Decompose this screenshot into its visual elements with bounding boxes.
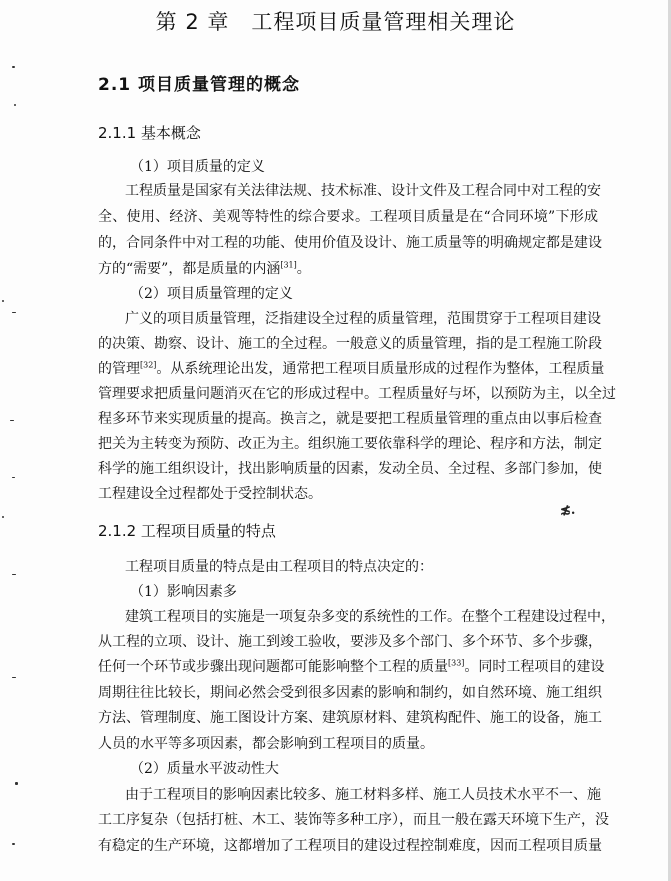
paragraph-line: [98, 657, 605, 677]
subsection-title-characteristics: 2.1.2 工程项目质量的特点: [98, 522, 276, 540]
citation-ref: [31]: [280, 260, 297, 270]
paragraph-line: [98, 259, 598, 279]
subsection-title-basic-concepts: 2.1.1 基本概念: [98, 124, 201, 142]
citation-ref: [33]: [448, 658, 465, 668]
item-heading-quality-management: （2）项目质量管理的定义: [130, 286, 293, 302]
paragraph-line: 工工序复杂（包括打桩、木工、装饰等多种工序），而且一般在露天环境下生产，没: [98, 812, 609, 828]
item-heading-many-factors: （1）影响因素多: [130, 584, 237, 600]
margin-stamp: ≴.: [560, 503, 576, 518]
item-heading-project-quality: （1）项目质量的定义: [130, 159, 265, 175]
paragraph-line: 由于工程项目的影响因素比较多、施工材料多样、施工人员技术水平不一、施: [125, 787, 601, 803]
paragraph-line: 的，合同条件中对工程的功能、使用价值及设计、施工质量等的明确规定都是建设: [98, 235, 602, 251]
scan-speck: [2, 300, 4, 302]
scan-speck: [12, 66, 15, 68]
scan-speck: [14, 104, 16, 106]
paragraph-line: 把关为主转变为预防、改正为主。组织施工要依靠科学的理论、程序和方法，制定: [98, 436, 602, 452]
paragraph-line: 有稳定的生产环境，这都增加了工程项目的建设过程控制难度，因而工程项目质量: [98, 838, 602, 854]
item-heading-quality-fluctuation: （2）质量水平波动性大: [130, 761, 279, 777]
paragraph-line: 的决策、勘察、设计、施工的全过程。一般意义的质量管理，指的是工程施工阶段: [98, 336, 602, 352]
citation-ref: [32]: [140, 360, 157, 370]
paragraph-text: 。从系统理论出发，通常把工程项目质量形成的过程作为整体，工程质量: [156, 361, 605, 377]
paragraph-line: 周期往往比较长，期间必然会受到很多因素的影响和制约，如自然环境、施工组织: [98, 685, 602, 701]
scan-speck: [10, 420, 14, 421]
paragraph-line: 人员的水平等多项因素，都会影响到工程项目的质量。: [98, 736, 434, 752]
paragraph-line: 程多环节来实现质量的提高。换言之，就是要把工程质量管理的重点由以事后检查: [98, 411, 602, 427]
paragraph-line: 广义的项目质量管理，泛指建设全过程的质量管理，范围贯穿于工程项目建设: [125, 311, 601, 327]
paragraph-line: 科学的施工组织设计，找出影响质量的因素，发动全员、全过程、多部门参加，使: [98, 461, 602, 477]
paragraph-text: 的管理: [98, 361, 140, 377]
scan-speck: [2, 516, 4, 518]
scan-speck: [12, 843, 15, 845]
paragraph-text: 。同时工程项目的建设: [464, 659, 605, 675]
paragraph-line: [98, 359, 605, 379]
paragraph-text: 任何一个环节或步骤出现问题都可能影响整个工程的质量: [98, 659, 448, 675]
paragraph-line: 工程质量是国家有关法律法规、技术标准、设计文件及工程合同中对工程的安: [125, 183, 601, 199]
paragraph-text: 。: [296, 261, 311, 277]
paragraph-text: 方的“需要”，都是质量的内涵: [98, 261, 281, 277]
paragraph-line: 方法、管理制度、施工图设计方案、建筑原材料、建筑构配件、施工的设备，施工: [98, 710, 602, 726]
paragraph-line: 建筑工程项目的实施是一项复杂多变的系统性的工作。在整个工程建设过程中，: [125, 609, 615, 625]
scan-speck: [15, 782, 18, 785]
scan-speck: [12, 574, 16, 575]
chapter-title: 第 2 章 工程项目质量管理相关理论: [155, 10, 516, 34]
section-title: 2.1 项目质量管理的概念: [98, 75, 301, 95]
paragraph-line: 从工程的立项、设计、施工到竣工验收，要涉及多个部门、多个环节、多个步骤，: [98, 634, 602, 650]
scan-speck: [12, 477, 15, 478]
paragraph-line: 工程项目质量的特点是由工程项目的特点决定的：: [125, 559, 433, 575]
scan-speck: [12, 312, 16, 313]
scan-speck: [12, 677, 16, 678]
paragraph-line: 全、使用、经济、美观等特性的综合要求。工程项目质量是在“合同环境”下形成: [98, 209, 598, 225]
paragraph-line: 工程建设全过程都处于受控制状态。: [98, 486, 322, 502]
paragraph-line: 管理要求把质量问题消灭在它的形成过程中。工程质量好与坏，以预防为主，以全过: [98, 386, 616, 402]
